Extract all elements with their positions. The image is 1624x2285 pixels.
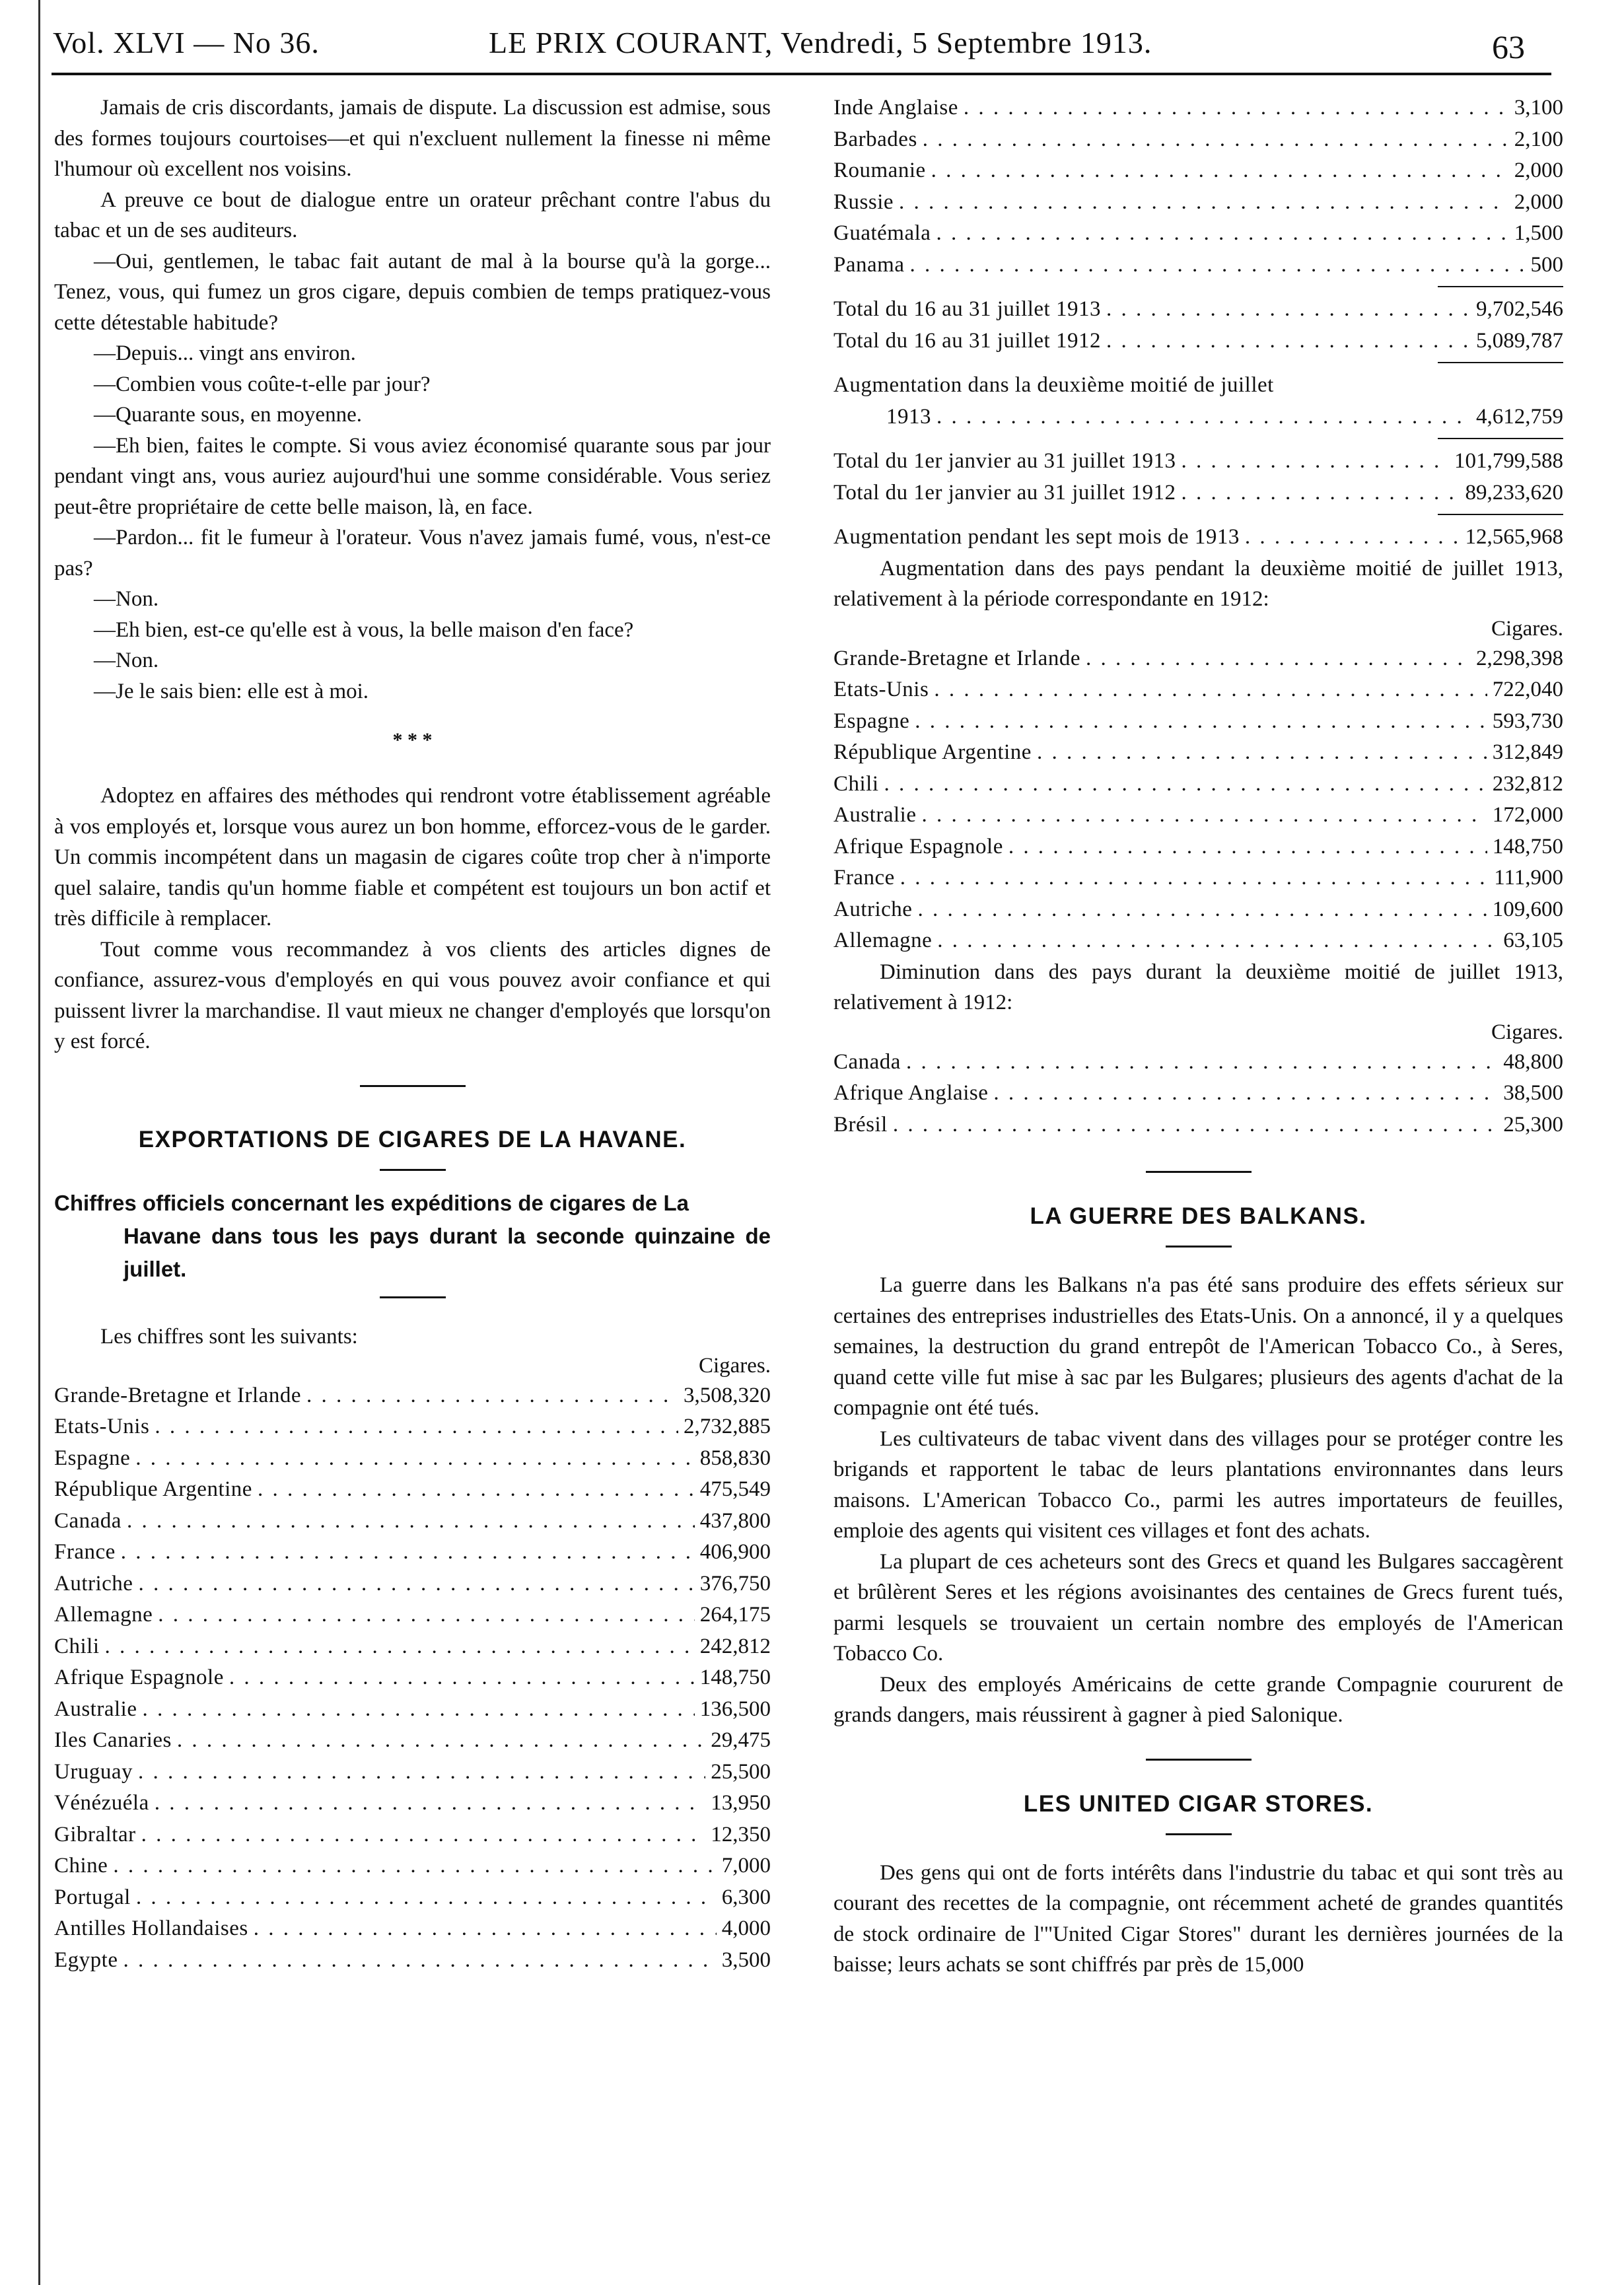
page-header [46, 18, 1545, 71]
table-row [54, 1850, 771, 1882]
cigar-count: 136,500 [699, 1697, 771, 1721]
table-row [833, 92, 1563, 124]
section-title-balkans: LA GUERRE DES BALKANS. [1030, 1203, 1367, 1229]
dialogue-line: —Oui, gentlemen, le tabac fait autant de mal à la bourse qu'à la gorge... Tenez, vous, qui fumez un gros cigare, depuis combien de temps pratiquez-vous cette détestable habitude? [54, 249, 771, 335]
cigar-count: 6,300 [721, 1885, 771, 1909]
country-label: Allemagne [54, 1603, 153, 1627]
table-row [54, 1662, 771, 1694]
augmentation-label-row [833, 370, 1563, 402]
table-row [54, 1694, 771, 1726]
exports-table-continued [833, 92, 1563, 281]
country-label: République Argentine [833, 740, 1032, 764]
page-number: 63 [1492, 28, 1525, 65]
augmentation-year: 1913 [886, 404, 931, 429]
cigar-count: 2,000 [1514, 190, 1563, 214]
dialogue-line: —Non. [94, 587, 159, 611]
country-label: Chili [54, 1634, 100, 1658]
country-label: Gibraltar [54, 1822, 136, 1846]
section-divider [360, 1085, 466, 1087]
cigares-column-header: Cigares. [1491, 616, 1563, 641]
figures-intro: Les chiffres sont les suivants: [100, 1324, 358, 1349]
exports-table [54, 1380, 771, 1977]
cigar-count: 48,800 [1503, 1049, 1563, 1074]
country-label: Australie [833, 803, 917, 827]
table-row [833, 800, 1563, 831]
header-rule [52, 73, 1551, 75]
section-divider [1146, 1759, 1252, 1761]
table-row [833, 1078, 1563, 1109]
country-label: Uruguay [54, 1759, 133, 1784]
country-label: Antilles Hollandaises [54, 1916, 248, 1940]
dialogue-line: —Pardon... fit le fumeur à l'orateur. Vous n'avez jamais fumé, vous, n'est-ce pas? [54, 526, 771, 580]
decrease-table [833, 1047, 1563, 1141]
sum-rule [1438, 514, 1563, 515]
decrease-intro: Diminution dans des pays durant la deuxième moitié de juillet 1913, relativement à 1912: [833, 960, 1563, 1014]
title-underline [1166, 1246, 1232, 1248]
table-row [54, 1788, 771, 1819]
country-label: France [833, 866, 895, 890]
total-row [833, 446, 1563, 477]
country-label: Roumanie [833, 158, 926, 182]
table-row [54, 1819, 771, 1851]
table-row [54, 1380, 771, 1412]
cigar-count: 7,000 [721, 1854, 771, 1878]
country-label: Autriche [54, 1571, 133, 1596]
country-label: Iles Canaries [54, 1728, 172, 1752]
table-row [54, 1945, 771, 1977]
country-label: Egypte [54, 1948, 118, 1972]
total-value: 89,233,620 [1465, 480, 1563, 505]
cigar-count: 242,812 [699, 1634, 771, 1658]
cigar-count: 38,500 [1503, 1081, 1563, 1105]
total-row [833, 477, 1563, 509]
country-label: Portugal [54, 1885, 131, 1909]
cigar-count: 13,950 [711, 1791, 771, 1815]
cigar-count: 148,750 [699, 1666, 771, 1689]
advice-paragraph: Adoptez en affaires des méthodes qui rendront votre établissement agréable à vos employés et, lorsque vous aurez un bon homme, efforcez-vous de le garder. Un commis incompétent dans un magasin de cigares coûte trop cher à n'importe quel salaire, tandis qu'un homme fiable et compétent est toujours un bon actif et très difficile à remplacer. [54, 784, 771, 931]
sum-rule [1438, 362, 1563, 363]
country-label: Autriche [833, 897, 913, 921]
table-row [833, 250, 1563, 281]
country-label: Chili [833, 771, 879, 796]
cigar-count: 25,500 [711, 1759, 771, 1784]
cigares-column-header: Cigares. [1491, 1020, 1563, 1044]
increase-intro: Augmentation dans des pays pendant la deuxième moitié de juillet 1913, relativement à la période correspondante en 1912: [833, 556, 1563, 611]
journal-title-date: LE PRIX COURANT, Vendredi, 5 Septembre 1913. [489, 26, 1152, 59]
country-label: Espagne [54, 1446, 131, 1470]
table-row [54, 1537, 771, 1568]
cigar-count: 1,500 [1514, 221, 1563, 245]
total-value: 5,089,787 [1476, 328, 1563, 353]
cigares-column-header: Cigares. [698, 1353, 771, 1378]
table-row [54, 1474, 771, 1506]
country-label: Afrique Espagnole [54, 1666, 224, 1689]
country-label: Afrique Espagnole [833, 834, 1003, 859]
dialogue-line: —Combien vous coûte-t-elle par jour? [94, 372, 431, 396]
intro-paragraph: A preuve ce bout de dialogue entre un orateur prêchant contre l'abus du tabac et un de ses auditeurs. [54, 188, 771, 242]
table-row [833, 124, 1563, 156]
country-label: Guatémala [833, 221, 931, 245]
augmentation-row [833, 402, 1563, 433]
table-row [833, 674, 1563, 706]
cigar-count: 232,812 [1492, 771, 1563, 796]
augmentation-value: 4,612,759 [1476, 404, 1563, 429]
dialogue-line: —Je le sais bien: elle est à moi. [94, 679, 369, 703]
country-label: Espagne [833, 709, 910, 733]
title-underline [380, 1169, 446, 1171]
cigar-count: 12,350 [711, 1822, 771, 1846]
table-row [54, 1913, 771, 1945]
table-row [833, 1109, 1563, 1141]
cigar-count: 376,750 [699, 1571, 771, 1596]
augmentation-row [833, 522, 1563, 553]
cigar-count: 2,732,885 [684, 1415, 771, 1438]
country-label: Barbades [833, 127, 917, 151]
cigar-count: 858,830 [699, 1446, 771, 1470]
section-divider [1146, 1171, 1252, 1173]
volume-number: Vol. XLVI — No 36. [53, 26, 320, 59]
cigar-count: 2,000 [1514, 158, 1563, 182]
section-title-united-cigar-stores: LES UNITED CIGAR STORES. [1023, 1790, 1374, 1817]
table-row [54, 1757, 771, 1788]
country-label: Etats-Unis [54, 1415, 150, 1438]
table-row [833, 1047, 1563, 1078]
subhead-line: Havane dans tous les pays durant la seconde quinzaine de juillet. [124, 1223, 771, 1281]
advice-paragraph: Tout comme vous recommandez à vos clients des articles dignes de confiance, assurez-vous d'employés en qui vous pouvez avoir confiance et qui puissent livrer la marchandise. Il vaut mieux ne changer d'employés que lorsqu'on y est forcé. [54, 937, 771, 1053]
table-row [54, 1725, 771, 1757]
cigar-count: 3,100 [1514, 96, 1563, 120]
country-label: République Argentine [54, 1477, 252, 1501]
country-label: Grande-Bretagne et Irlande [833, 646, 1080, 670]
table-row [833, 769, 1563, 800]
table-row [833, 218, 1563, 250]
total-label: Total du 1er janvier au 31 juillet 1912 [833, 480, 1176, 505]
cigar-count: 3,500 [721, 1948, 771, 1972]
country-label: France [54, 1540, 116, 1564]
country-label: Afrique Anglaise [833, 1081, 989, 1105]
dialogue-line: —Non. [94, 649, 159, 672]
country-label: Allemagne [833, 929, 933, 952]
cigar-count: 111,900 [1494, 866, 1563, 890]
cigar-count: 722,040 [1492, 678, 1563, 701]
cigar-count: 29,475 [711, 1728, 771, 1752]
country-label: Inde Anglaise [833, 96, 958, 120]
country-label: Etats-Unis [833, 678, 929, 701]
cigar-count: 25,300 [1503, 1112, 1563, 1137]
total-value: 101,799,588 [1454, 449, 1563, 473]
total-row [833, 294, 1563, 326]
balkans-paragraph: La plupart de ces acheteurs sont des Grecs et quand les Bulgares saccagèrent et brûlèrent Seres et les régions avoisinantes des centaines de Grecs furent tués, parmi lesquels se trouvaient un certain nombre des employés de l'American Tobacco Co. [833, 1549, 1563, 1666]
dialogue-line: —Eh bien, est-ce qu'elle est à vous, la belle maison d'en face? [94, 617, 634, 642]
sum-rule [1438, 438, 1563, 439]
left-column [54, 92, 771, 1976]
balkans-paragraph: La guerre dans les Balkans n'a pas été sans produire des effets sérieux sur certaines des entreprises industrielles des Etats-Unis. On a annoncé, il y a quelques semaines, la destruction du grand entrepôt de l'American Tobacco Co., à Seres, quand cette ville fut mise à sac par les Bulgares; plusieurs des agents d'achat de la compagnie ont été tués. [833, 1273, 1563, 1420]
table-row [833, 187, 1563, 219]
augmentation-label: Augmentation dans la deuxième moitié de juillet [833, 373, 1274, 397]
total-label: Total du 16 au 31 juillet 1912 [833, 328, 1101, 353]
page-edge-line [38, 0, 40, 2285]
cigar-count: 312,849 [1492, 740, 1563, 764]
table-row [54, 1506, 771, 1537]
cigar-count: 593,730 [1492, 709, 1563, 733]
ucs-paragraph: Des gens qui ont de forts intérêts dans l'industrie du tabac et qui sont très au courant des recettes de la compagnie, ont récemment acheté de grandes quantités de stock ordinaire de l'"United Cigar Stores" durant les dernières journées de la baisse; leurs achats se sont chiffrés par près de 15,000 [833, 1860, 1563, 1977]
table-row [833, 925, 1563, 957]
cigar-count: 406,900 [699, 1540, 771, 1564]
total-row [833, 326, 1563, 357]
cigar-count: 148,750 [1492, 834, 1563, 859]
section-title-exports: EXPORTATIONS DE CIGARES DE LA HAVANE. [138, 1126, 687, 1152]
asterism-separator: * * * [392, 729, 433, 751]
table-row [54, 1631, 771, 1663]
right-column [833, 92, 1563, 1981]
title-underline [1166, 1833, 1232, 1835]
country-label: Grande-Bretagne et Irlande [54, 1383, 301, 1407]
cigar-count: 172,000 [1492, 803, 1563, 827]
balkans-paragraph: Deux des employés Américains de cette grande Compagnie coururent de grands dangers, mais réussirent à gagner à pied Salonique. [833, 1672, 1563, 1727]
total-label: Total du 1er janvier au 31 juillet 1913 [833, 449, 1176, 473]
table-row [833, 643, 1563, 675]
table-row [833, 894, 1563, 926]
balkans-paragraph: Les cultivateurs de tabac vivent dans des villages pour se protéger contre les brigands et rapportent le tabac de leurs plantations environnantes dans leurs maisons. L'American Tobacco Co., parmi les autres importateurs de feuilles, emploie des agents qui visitent ces villages et font des achats. [833, 1426, 1563, 1543]
intro-paragraph: Jamais de cris discordants, jamais de dispute. La discussion est admise, sous des formes toujours courtoises—et qui n'excluent nullement la finesse ni même l'humour où excellent nos voisins. [54, 96, 771, 181]
country-label: Vénézuéla [54, 1791, 149, 1815]
table-row [54, 1600, 771, 1631]
country-label: Canada [833, 1049, 901, 1074]
cigar-count: 2,298,398 [1476, 646, 1563, 670]
table-row [54, 1882, 771, 1914]
dialogue-line: —Depuis... vingt ans environ. [94, 341, 356, 365]
table-row [54, 1443, 771, 1475]
country-label: Russie [833, 190, 894, 214]
table-row [833, 706, 1563, 738]
augmentation-label: Augmentation pendant les sept mois de 1913 [833, 525, 1240, 549]
augmentation-value: 12,565,968 [1465, 525, 1563, 549]
cigar-count: 63,105 [1503, 929, 1563, 952]
country-label: Panama [833, 252, 905, 277]
table-row [54, 1568, 771, 1600]
country-label: Brésil [833, 1112, 888, 1137]
total-value: 9,702,546 [1476, 297, 1563, 321]
subhead-line: Chiffres officiels concernant les expéditions de cigares de La [54, 1190, 689, 1215]
cigar-count: 475,549 [699, 1477, 771, 1501]
table-row [54, 1411, 771, 1443]
cigar-count: 500 [1530, 252, 1563, 277]
cigar-count: 109,600 [1492, 897, 1563, 921]
table-row [833, 862, 1563, 894]
increase-table [833, 643, 1563, 957]
table-row [833, 831, 1563, 863]
cigar-count: 437,800 [699, 1508, 771, 1533]
sum-rule [1438, 286, 1563, 287]
table-row [833, 155, 1563, 187]
subhead-underline [380, 1296, 446, 1298]
country-label: Canada [54, 1508, 122, 1533]
table-row [833, 737, 1563, 769]
cigar-count: 3,508,320 [684, 1383, 771, 1407]
dialogue-line: —Eh bien, faites le compte. Si vous aviez économisé quarante sous par jour pendant vingt ans, vous auriez aujourd'hui une somme considérable. Vous seriez peut-être propriétaire de cette belle maison, là, en face. [54, 433, 771, 519]
cigar-count: 264,175 [699, 1603, 771, 1627]
country-label: Australie [54, 1697, 137, 1721]
total-label: Total du 16 au 31 juillet 1913 [833, 297, 1101, 321]
cigar-count: 2,100 [1514, 127, 1563, 151]
cigar-count: 4,000 [721, 1916, 771, 1940]
dialogue-line: —Quarante sous, en moyenne. [94, 403, 362, 427]
country-label: Chine [54, 1854, 108, 1878]
